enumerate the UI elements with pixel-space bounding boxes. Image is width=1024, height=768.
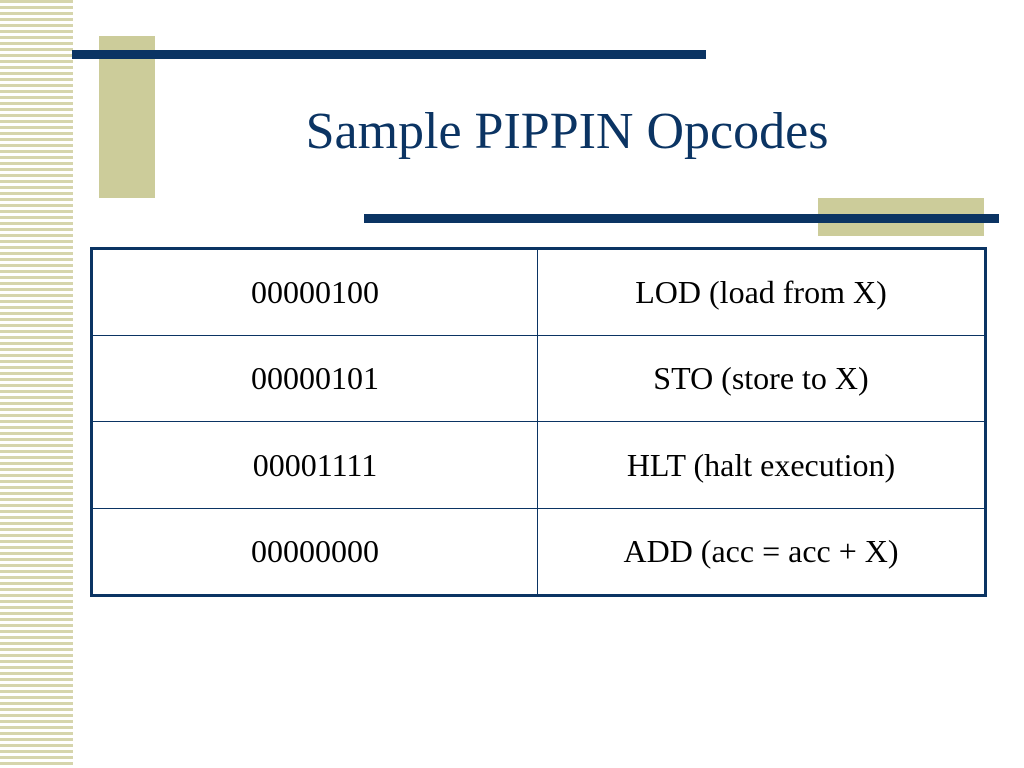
opcode-description-cell: HLT (halt execution) (538, 422, 986, 508)
opcode-table (90, 247, 987, 597)
bottom-rule-line (364, 214, 999, 223)
opcode-cell: 00000101 (92, 336, 538, 422)
opcode-description-cell: LOD (load from X) (538, 249, 986, 336)
slide-title: Sample PIPPIN Opcodes (305, 103, 829, 160)
opcode-cell: 00000000 (92, 508, 538, 595)
opcode-cell: 00001111 (92, 422, 538, 508)
opcode-description-cell: STO (store to X) (538, 336, 986, 422)
table-row (92, 508, 986, 595)
opcode-cell: 00000100 (92, 249, 538, 336)
table-row (92, 249, 986, 336)
table-row (92, 336, 986, 422)
top-rule-line (72, 50, 706, 59)
table-row (92, 422, 986, 508)
opcode-description-cell: ADD (acc = acc + X) (538, 508, 986, 595)
left-stripe-decoration (0, 0, 73, 768)
top-accent-block (99, 36, 155, 198)
